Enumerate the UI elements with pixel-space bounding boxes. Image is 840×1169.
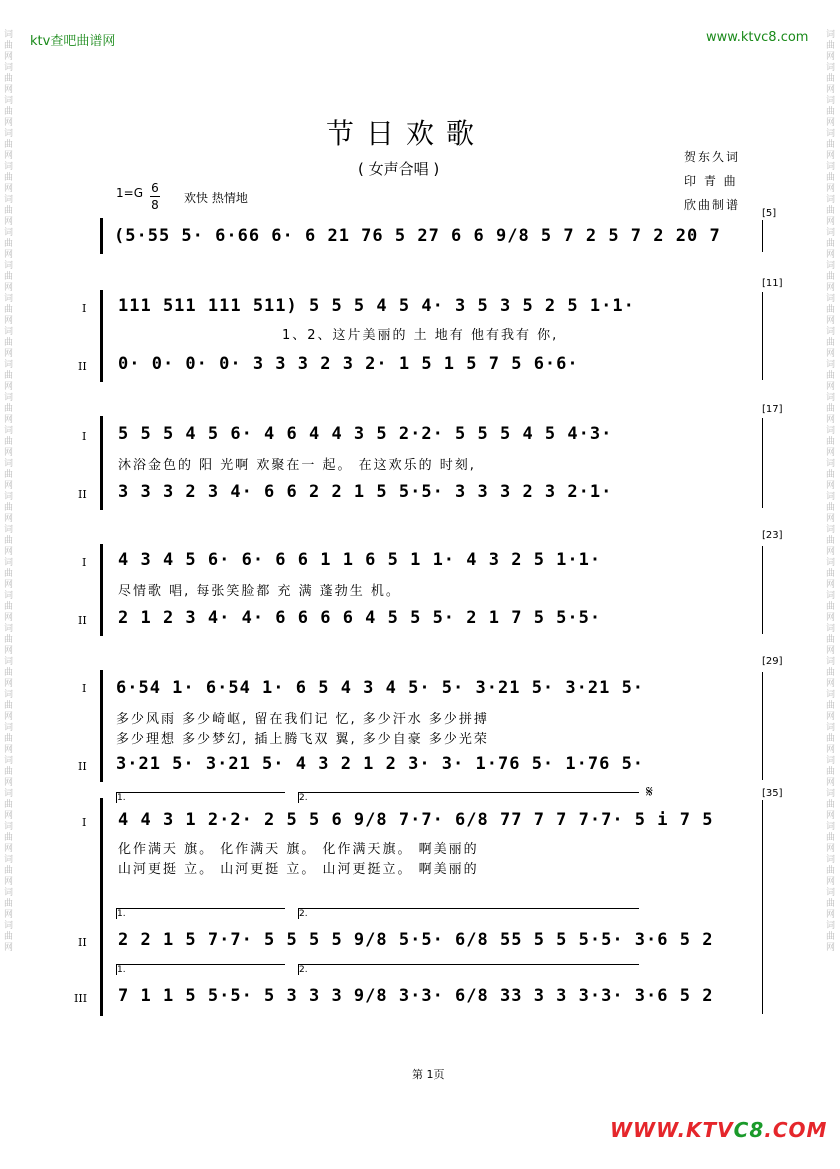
part-label-1: I <box>82 430 87 443</box>
system-4-lyrics: 尽情歌 唱, 每张笑脸都 充 满 蓬勃生 机。 <box>118 584 401 599</box>
system-6-part-2-notes: 2 2 1 5 7·7· 5 5 5 5 9/8 5·5· 6/8 55 5 5 5·5· 3·6 5 2 <box>118 930 714 950</box>
part-label-2: II <box>78 760 87 773</box>
system-4-brace <box>100 544 103 636</box>
part-label-1: I <box>82 556 87 569</box>
volta-label: 2. <box>299 909 308 919</box>
volta-first-ending <box>116 964 285 975</box>
barline <box>762 672 763 780</box>
system-1-brace <box>100 218 103 254</box>
part-label-2: II <box>78 360 87 373</box>
volta-label: 2. <box>299 793 308 803</box>
barline <box>762 800 763 1014</box>
segno-sign: 𝄋 <box>646 782 653 801</box>
key-signature: 1=G <box>116 186 143 200</box>
volta-label: 1. <box>117 793 126 803</box>
part-label-2: II <box>78 488 87 501</box>
system-5-brace <box>100 670 103 782</box>
arranger-credit: 欣曲制谱 <box>684 198 741 212</box>
volta-first-ending <box>116 792 285 803</box>
measure-number-2: [11] <box>762 278 783 289</box>
system-2-brace <box>100 290 103 382</box>
system-5-part-1-notes: 6·54 1· 6·54 1· 6 5 4 3 4 5· 5· 3·21 5· 3·21 5· <box>116 678 645 698</box>
system-4-part-2-notes: 2 1 2 3 4· 4· 6 6 6 6 4 5 5 5· 2 1 7 5 5·5· <box>118 608 602 628</box>
side-watermark-right: 词曲网词曲网词曲网词曲网词曲网词曲网词曲网词曲网词曲网词曲网词曲网词曲网词曲网词曲网词曲网词曲网词曲网词曲网词曲网词曲网词曲网词曲网词曲网词曲网词曲网词曲网词曲网词曲网 <box>826 30 836 953</box>
part-label-1: I <box>82 816 87 829</box>
volta-first-ending <box>116 908 285 919</box>
volta-label: 1. <box>117 965 126 975</box>
footer-logo-part-c: .COM <box>764 1118 828 1142</box>
barline <box>762 292 763 380</box>
measure-number-1: [5] <box>762 208 777 219</box>
barline <box>762 546 763 634</box>
system-5-lyrics-verse-2: 多少理想 多少梦幻, 插上腾飞双 翼, 多少自豪 多少光荣 <box>116 732 489 747</box>
system-2-part-2-notes: 0· 0· 0· 0· 3 3 3 2 3 2· 1 5 1 5 7 5 6·6· <box>118 354 579 374</box>
system-6-brace <box>100 798 103 1016</box>
system-6-lyrics-verse-2: 山河更挺 立。 山河更挺 立。 山河更挺立。 啊美丽的 <box>118 862 479 877</box>
barline <box>762 220 763 252</box>
measure-number-6: [35] <box>762 788 783 799</box>
lyricist-credit: 贺东久词 <box>684 150 741 164</box>
volta-second-ending <box>298 792 639 803</box>
system-3-part-2-notes: 3 3 3 2 3 4· 6 6 2 2 1 5 5·5· 3 3 3 2 3 2·1· <box>118 482 613 502</box>
side-watermark-left: 词曲网词曲网词曲网词曲网词曲网词曲网词曲网词曲网词曲网词曲网词曲网词曲网词曲网词曲网词曲网词曲网词曲网词曲网词曲网词曲网词曲网词曲网词曲网词曲网词曲网词曲网词曲网词曲网 <box>4 30 14 953</box>
measure-number-5: [29] <box>762 656 783 667</box>
footer-logo-part-a: WWW.KTV <box>610 1118 734 1142</box>
system-4-part-1-notes: 4 3 4 5 6· 6· 6 6 1 1 6 5 1 1· 4 3 2 5 1·1· <box>118 550 602 570</box>
system-3-part-1-notes: 5 5 5 4 5 6· 4 6 4 4 3 5 2·2· 5 5 5 4 5 4·3· <box>118 424 613 444</box>
part-label-2: II <box>78 614 87 627</box>
part-label-2: II <box>78 936 87 949</box>
time-sig-num: 6 <box>151 181 159 195</box>
system-2-part-1-notes: 111 511 111 511) 5 5 5 4 5 4· 3 5 3 5 2 5 1·1· <box>118 296 635 316</box>
system-5-lyrics-verse-1: 多少风雨 多少崎岖, 留在我们记 忆, 多少汗水 多少拼搏 <box>116 712 489 727</box>
part-label-1: I <box>82 682 87 695</box>
song-subtitle: ( 女声合唱 ) <box>358 160 440 178</box>
system-6-part-3-notes: 7 1 1 5 5·5· 5 3 3 3 9/8 3·3· 6/8 33 3 3 3·3· 3·6 5 2 <box>118 986 714 1006</box>
page-number: 第 1页 <box>412 1068 445 1081</box>
tempo-marking: 欢快 热情地 <box>184 191 248 205</box>
measure-number-4: [23] <box>762 530 783 541</box>
measure-number-3: [17] <box>762 404 783 415</box>
time-signature <box>150 180 160 213</box>
composer-credit: 印 青 曲 <box>684 174 738 188</box>
song-title: 节日欢歌 <box>326 117 487 150</box>
part-label-3: III <box>74 992 88 1005</box>
system-6-lyrics-verse-1: 化作满天 旗。 化作满天 旗。 化作满天旗。 啊美丽的 <box>118 842 479 857</box>
system-1-notes: (5·55 5· 6·66 6· 6 21 76 5 27 6 6 9/8 5 7 2 5 7 2 20 7 <box>114 226 721 246</box>
volta-second-ending <box>298 964 639 975</box>
barline <box>762 418 763 508</box>
volta-label: 2. <box>299 965 308 975</box>
system-5-part-2-notes: 3·21 5· 3·21 5· 4 3 2 1 2 3· 3· 1·76 5· 1·76 5· <box>116 754 645 774</box>
system-3-brace <box>100 416 103 510</box>
footer-logo-part-b: C8 <box>733 1118 765 1142</box>
time-sig-den: 8 <box>151 198 159 212</box>
footer-logo[interactable] <box>610 1118 827 1142</box>
site-url-right[interactable]: www.ktvc8.com <box>706 30 809 45</box>
system-3-lyrics: 沐浴金色的 阳 光啊 欢聚在一 起。 在这欢乐的 时刻, <box>118 458 476 473</box>
volta-second-ending <box>298 908 639 919</box>
volta-label: 1. <box>117 909 126 919</box>
part-label-1: I <box>82 302 87 315</box>
site-name-left[interactable]: ktv查吧曲谱网 <box>30 34 116 49</box>
system-6-part-1-notes: 4 4 3 1 2·2· 2 5 5 6 9/8 7·7· 6/8 77 7 7 7·7· 5 i 7 5 <box>118 810 714 830</box>
system-2-lyrics: 1、2、这片美丽的 土 地有 他有我有 你, <box>282 328 559 343</box>
